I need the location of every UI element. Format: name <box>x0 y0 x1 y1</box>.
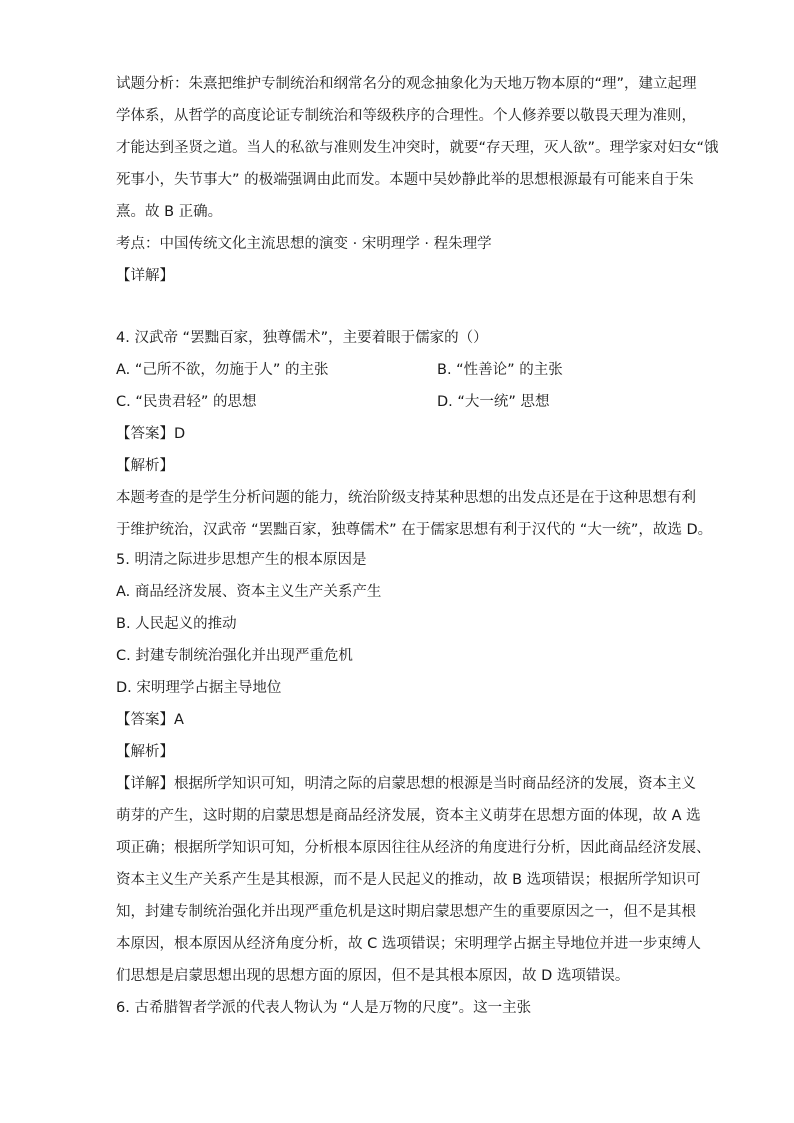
question-5-jiexi-label: 【解析】 <box>116 744 174 760</box>
question-5-xiangjie-line: 本原因，根本原因从经济角度分析，故 C 选项错误；宋明理学占据主导地位并进一步束缚人 <box>116 936 701 952</box>
question-4-stem: 4. 汉武帝 “罢黜百家，独尊儒术”，主要着眼于儒家的（） <box>116 330 488 346</box>
question-4-jiexi-line: 本题考查的是学生分析问题的能力，统治阶级支持某种思想的出发点还是在于这种思想有利 <box>116 490 696 506</box>
question-5-xiangjie-line: 资本主义生产关系产生是其根源，而不是人民起义的推动，故 B 选项错误；根据所学知识可 <box>116 872 701 888</box>
question-5-answer: 【答案】A <box>116 712 184 728</box>
question-5-xiangjie-line: 们思想是启蒙思想出现的思想方面的原因，但不是其根本原因，故 D 选项错误。 <box>116 968 630 984</box>
question-5-option-d: D. 宋明理学占据主导地位 <box>116 680 282 696</box>
question-5-option-a: A. 商品经济发展、资本主义生产关系产生 <box>116 584 382 600</box>
question-4-jiexi-label: 【解析】 <box>116 458 174 474</box>
question-4-option-a: A. “己所不欲，勿施于人” 的主张 <box>116 362 329 378</box>
question-5-xiangjie-line: 项正确；根据所学知识可知，分析根本原因往往从经济的角度进行分析，因此商品经济发展、 <box>116 840 711 856</box>
kaodian-line: 考点：中国传统文化主流思想的演变 · 宋明理学 · 程朱理学 <box>116 236 492 252</box>
xiangjie-label: 【详解】 <box>116 268 174 284</box>
question-4-option-d: D. “大一统” 思想 <box>437 394 550 410</box>
question-6-stem: 6. 古希腊智者学派的代表人物认为 “人是万物的尺度”。这一主张 <box>116 1000 532 1016</box>
question-4-jiexi-line: 于维护统治，汉武帝 “罢黜百家，独尊儒术” 在于儒家思想有利于汉代的 “大一统”，故选 D。 <box>116 522 713 538</box>
question-5-xiangjie-line: 萌芽的产生，这时期的启蒙思想是商品经济发展，资本主义萌芽在思想方面的体现，故 A 选 <box>116 808 701 824</box>
analysis-line: 试题分析：朱熹把维护专制统治和纲常名分的观念抽象化为天地万物本原的“理”，建立起理 <box>116 76 697 92</box>
question-5-xiangjie-line: 知，封建专制统治强化并出现严重危机是这时期启蒙思想产生的重要原因之一，但不是其根 <box>116 904 696 920</box>
question-4-answer: 【答案】D <box>116 426 186 442</box>
question-5-stem: 5. 明清之际进步思想产生的根本原因是 <box>116 552 367 568</box>
question-5-option-b: B. 人民起义的推动 <box>116 616 237 632</box>
analysis-line: 学体系，从哲学的高度论证专制统治和等级秩序的合理性。个人修养要以敬畏天理为准则， <box>116 108 696 124</box>
analysis-line: 死事小，失节事大” 的极端强调由此而发。本题中吴妙静此举的思想根源最有可能来自于朱 <box>116 172 694 188</box>
question-4-option-b: B. “性善论” 的主张 <box>437 362 563 378</box>
question-5-xiangjie-line: 【详解】根据所学知识可知，明清之际的启蒙思想的根源是当时商品经济的发展，资本主义 <box>116 776 696 792</box>
analysis-line: 才能达到圣贤之道。当人的私欲与准则发生冲突时，就要“存天理，灭人欲”。理学家对妇女“饿 <box>116 140 719 156</box>
analysis-line: 熹。故 B 正确。 <box>116 204 223 220</box>
question-4-option-c: C. “民贵君轻” 的思想 <box>116 394 257 410</box>
question-5-option-c: C. 封建专制统治强化并出现严重危机 <box>116 648 353 664</box>
